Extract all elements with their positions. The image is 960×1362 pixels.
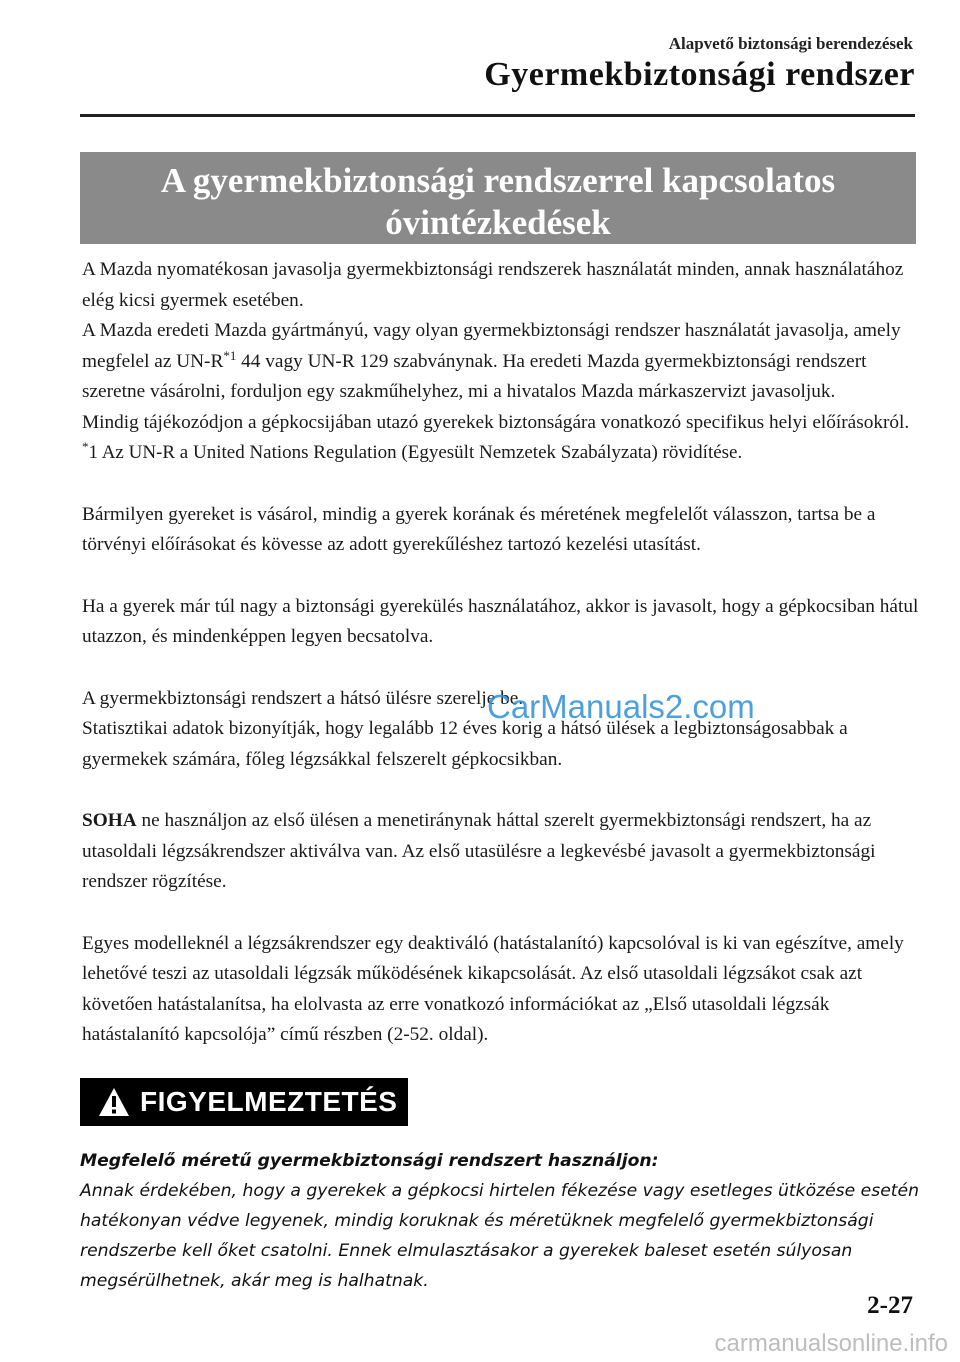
paragraph-airbag-switch: Egyes modelleknél a légzsákrendszer egy deaktiváló (hatástalanító) kapcsolóval is ki van egészítve, amely lehetővé teszi az utasoldali légzsák működésének kikapcsolását. Az első utasoldali légzsákot csak azt követően hatástalanítsa, ha elolvasta az erre vonatkozó információkat az „Első utasoldali légzsák hatástalanító kapcsolója” című részben (2-52. oldal). [82, 932, 904, 1045]
section-banner [80, 152, 916, 244]
paragraph-local-rules: Mindig tájékozódjon a gépkocsijában utazó gyerekek biztonságára vonatkozó specifikus helyi előírásokról. [82, 411, 910, 433]
site-watermark: carmanualsonline.info [714, 1330, 948, 1357]
header-divider [80, 114, 915, 117]
banner-line-2: óvintézkedések [385, 203, 611, 242]
banner-line-1: A gyermekbiztonsági rendszerrel kapcsolatos [160, 161, 836, 200]
paragraph-standards [82, 316, 922, 408]
emphasis-never: SOHA [82, 810, 137, 831]
warning-body [80, 1146, 940, 1296]
paragraph-standards-start: A Mazda eredeti Mazda gyártmányú, vagy olyan gyermekbiztonsági rendszer használatát javasolja, amely megfelel az UN-R [82, 320, 901, 372]
paragraph-standards-end: 44 vagy UN-R 129 szabványnak. Ha eredeti Mazda gyermekbiztonsági rendszert szeretne vásárolni, forduljon egy szakműhelyhez, mi a hivatalos Mazda márkaszervizt javasoljuk. [82, 350, 867, 402]
warning-lead: Megfelelő méretű gyermekbiztonsági rendszert használjon: [80, 1151, 659, 1171]
warning-heading [80, 1078, 408, 1126]
warning-triangle-icon [98, 1087, 130, 1117]
paragraph-install-rear: A gyermekbiztonsági rendszert a hátsó ülésre szerelje be. [82, 687, 524, 709]
warning-text: Annak érdekében, hogy a gyerekek a gépkocsi hirtelen fékezése vagy esetleges ütközése esetén hatékonyan védve legyenek, mindig koruknak és méretüknek megfelelő gyermekbiztonsági rendszerbe kell őket csatolni. Ennek elmulasztásakor a gyerekek baleset esetén súlyosan megsérülhetnek, akár meg is halhatnak. [80, 1181, 919, 1291]
section-label: Alapvető biztonsági berendezések [668, 34, 913, 53]
body-text [82, 255, 922, 1051]
paragraph-rear-seat-older: Ha a gyerek már túl nagy a biztonsági gyerekülés használatához, akkor is javasolt, hogy a gépkocsiban hátul utazzon, és mindenképpen legyen becsatolva. [82, 595, 919, 647]
paragraph-never-front [82, 806, 922, 898]
footnote-mark: * [82, 439, 89, 454]
page-number: 2-27 [867, 1292, 913, 1319]
warning-label: FIGYELMEZTETÉS [140, 1086, 398, 1117]
paragraph-never-front-text: ne használjon az első ülésen a menetiránynak háttal szerelt gyermekbiztonsági rendszert, ha az utasoldali légzsákrendszer aktiválva van. Az első utasülésre a legkevésbé javasolt a gyermekbiztonsági rendszer rögzítése. [82, 810, 876, 892]
paragraph-choose-seat: Bármilyen gyereket is vásárol, mindig a gyerek korának és méretének megfelelőt válasszon, tartsa be a törvényi előírásokat és kövesse az adott gyerekűléshez tartozó kezelési utasítást. [82, 503, 876, 555]
footnote-text: 1 Az UN-R a United Nations Regulation (Egyesült Nemzetek Szabályzata) rövidítése. [88, 442, 743, 463]
footnote-ref: *1 [223, 347, 237, 363]
paragraph-statistics: Statisztikai adatok bizonyítják, hogy legalább 12 éves korig a hátsó ülések a legbiztonságosabbak a gyermekek számára, főleg légzsákkal felszerelt gépkocsikban. [82, 718, 848, 770]
paragraph-recommendation: A Mazda nyomatékosan javasolja gyermekbiztonsági rendszerek használatát minden, annak használatához elég kicsi gyermek esetében. [82, 259, 904, 311]
footnote [82, 438, 922, 469]
page-title: Gyermekbiztonsági rendszer [484, 56, 915, 93]
carmanuals-watermark: CarManuals2.com [487, 688, 755, 725]
